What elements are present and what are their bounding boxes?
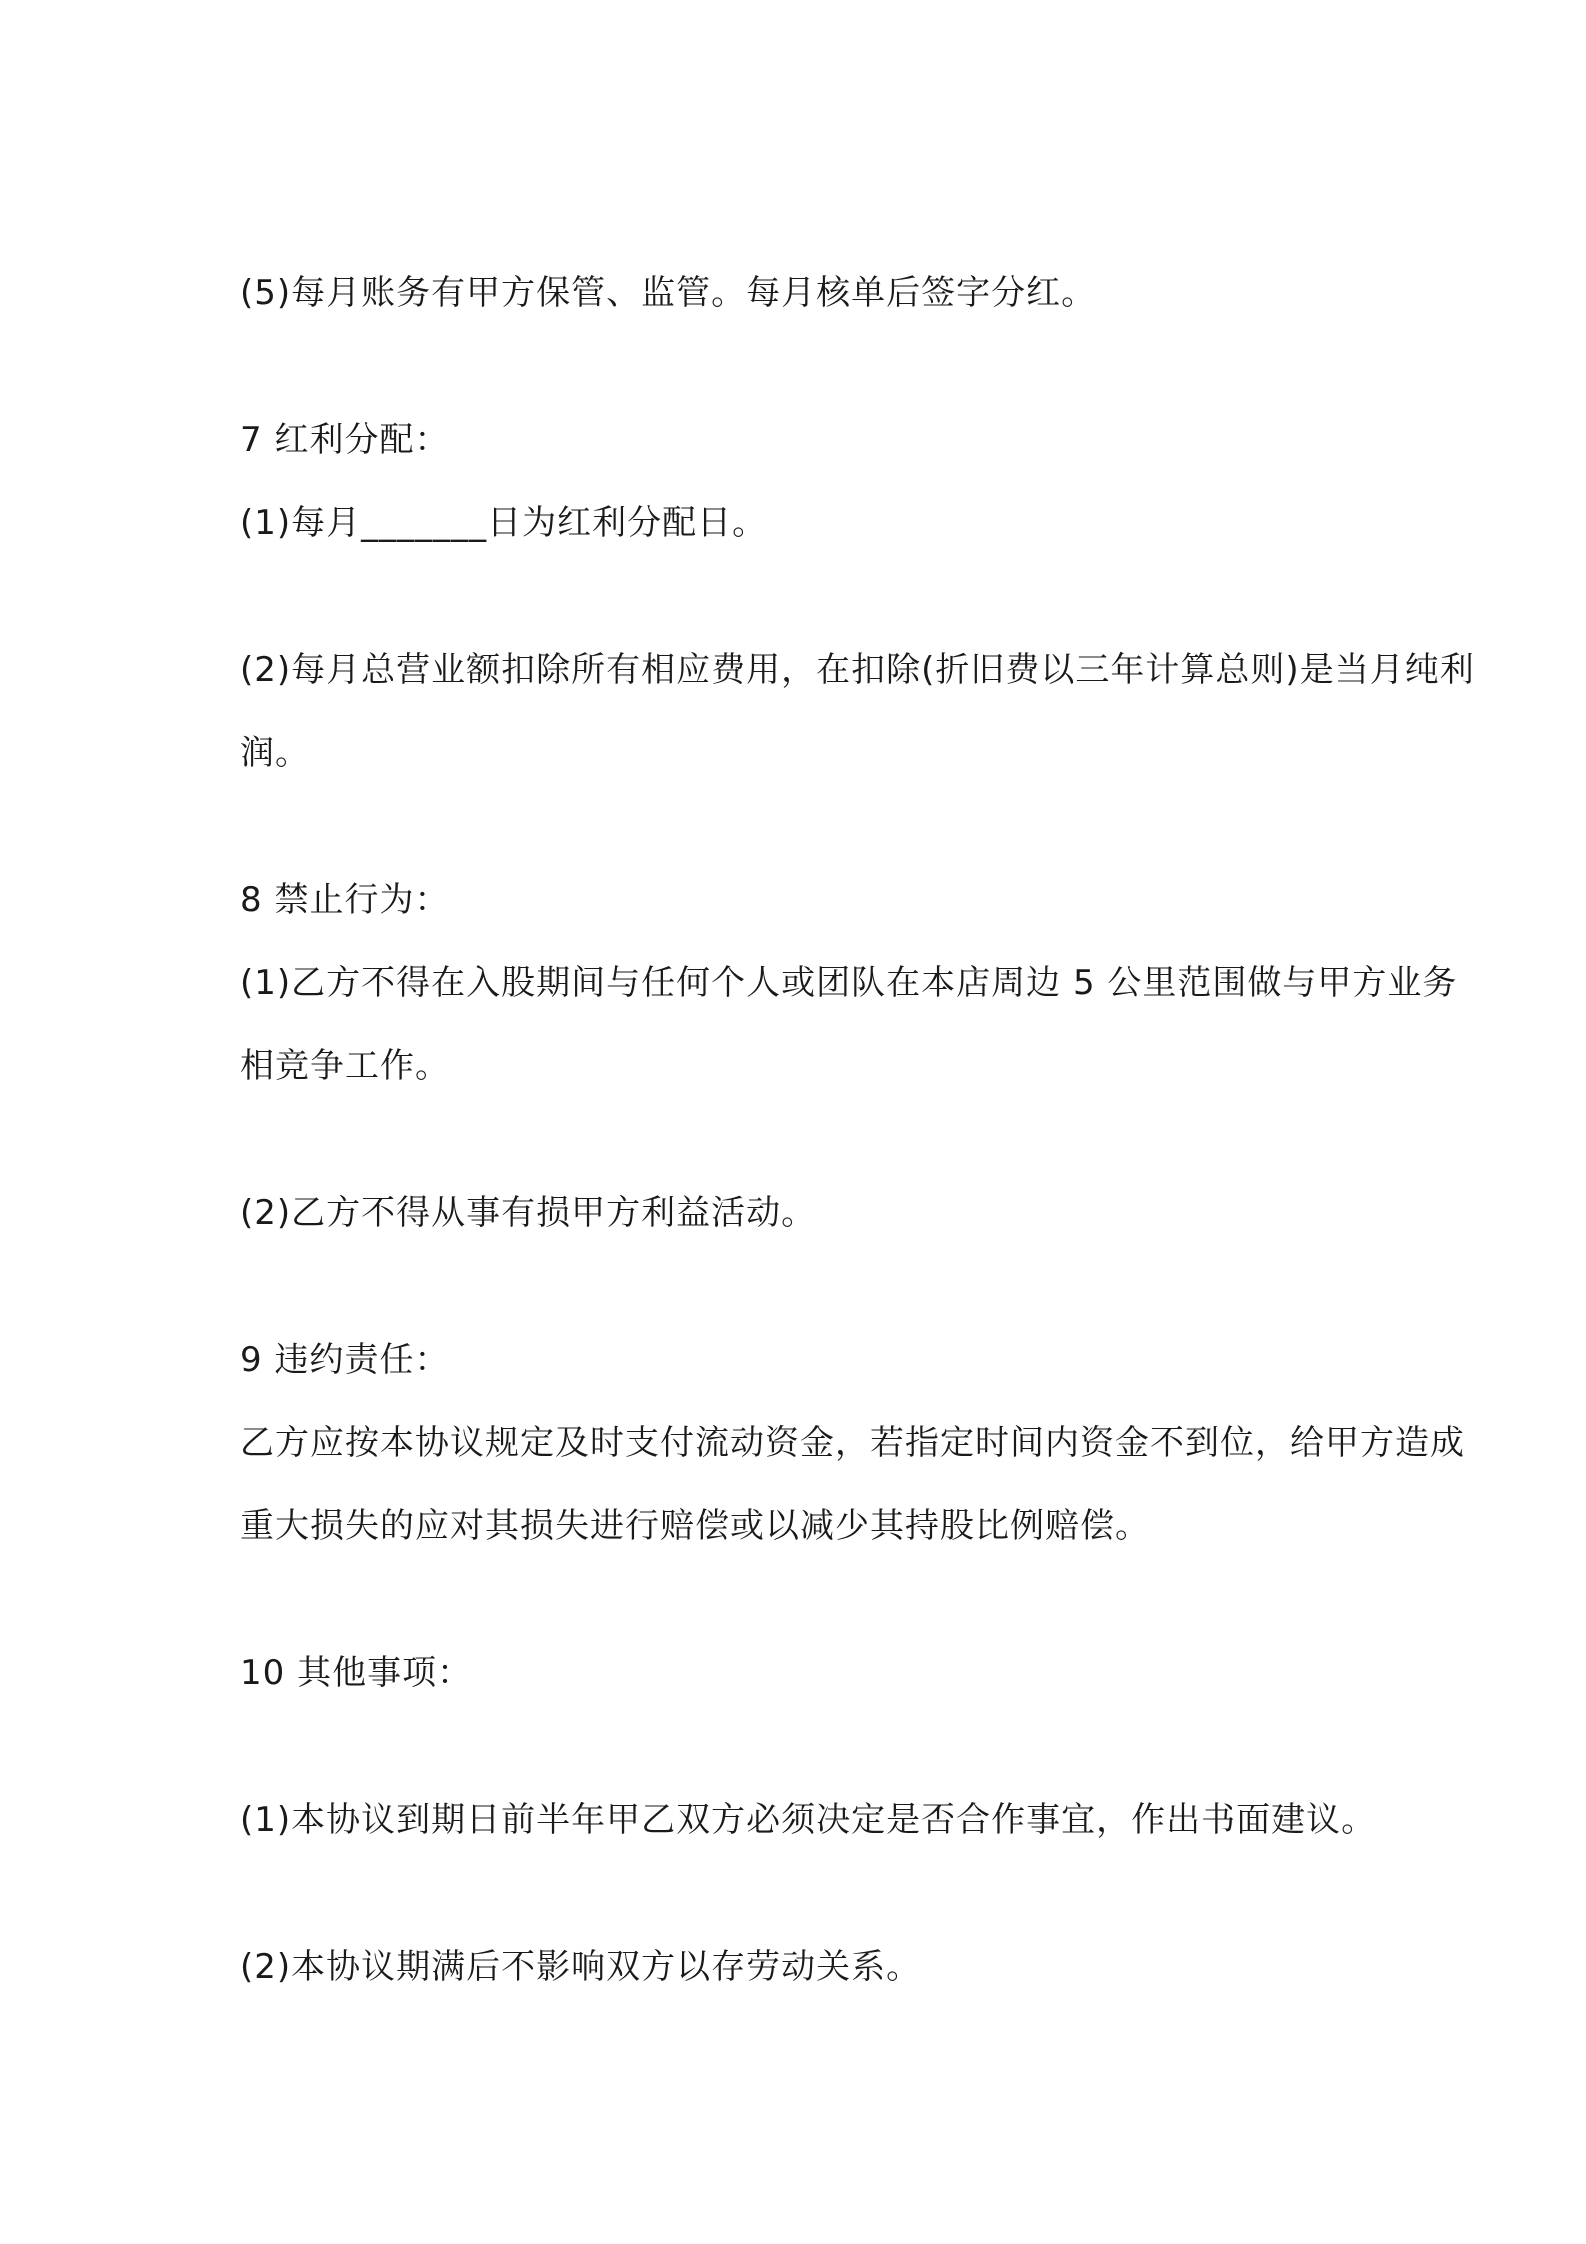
section-9-heading: 9 违约责任： [240, 1340, 450, 1380]
clause-10-item-1: (1)本协议到期日前半年甲乙双方必须决定是否合作事宜，作出书面建议。 [240, 1800, 1377, 1840]
section-10-heading: 10 其他事项： [240, 1653, 473, 1693]
section-8-heading: 8 禁止行为： [240, 880, 450, 920]
section-7-heading: 7 红利分配： [240, 420, 450, 460]
clause-9-text-line-2: 重大损失的应对其损失进行赔偿或以减少其持股比例赔偿。 [240, 1506, 1150, 1546]
clause-10-item-2: (2)本协议期满后不影响双方以存劳动关系。 [240, 1947, 922, 1987]
clause-7-item-2-line-1: (2)每月总营业额扣除所有相应费用，在扣除(折旧费以三年计算总则)是当月纯利 [240, 650, 1475, 690]
clause-8-item-2: (2)乙方不得从事有损甲方利益活动。 [240, 1193, 817, 1233]
clause-8-item-1-line-1: (1)乙方不得在入股期间与任何个人或团队在本店周边 5 公里范围做与甲方业务 [240, 963, 1458, 1003]
clause-6-item-5: (5)每月账务有甲方保管、监管。每月核单后签字分红。 [240, 273, 1097, 313]
clause-9-text-line-1: 乙方应按本协议规定及时支付流动资金，若指定时间内资金不到位，给甲方造成 [240, 1423, 1465, 1463]
clause-7-item-2-line-2: 润。 [240, 733, 310, 773]
clause-8-item-1-line-2: 相竞争工作。 [240, 1046, 450, 1086]
clause-7-item-1: (1)每月_______日为红利分配日。 [240, 503, 768, 543]
